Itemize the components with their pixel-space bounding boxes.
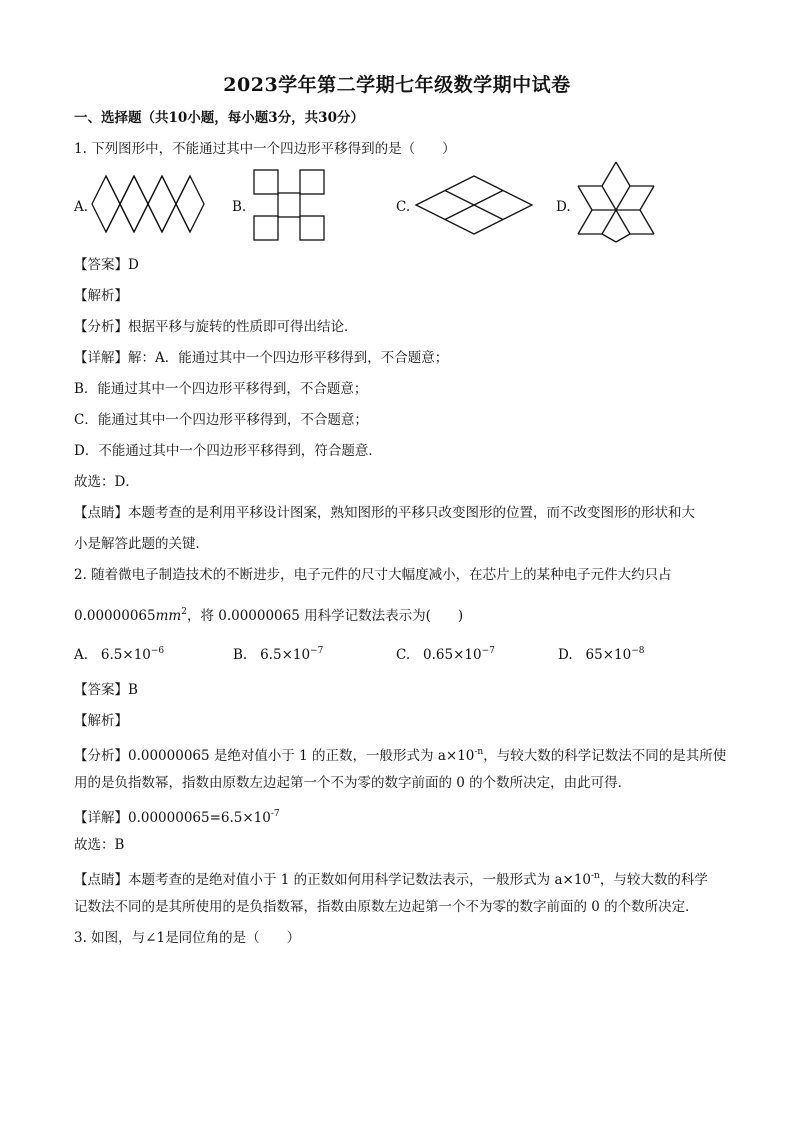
q1-dianjing-1: 【点睛】本题考查的是利用平移设计图案，熟知图形的平移只改变图形的位置，而不改变图形的形状和大: [74, 505, 695, 521]
q1-line-d: D．不能通过其中一个四边形平移得到，符合题意．: [74, 443, 382, 459]
q1-choose: 故选：D．: [74, 474, 139, 490]
q1-option-a-label: A.: [74, 199, 89, 215]
rhombus-shape: [176, 176, 204, 232]
q2-fenxi-1: 【分析】0.00000065 是绝对值小于 1 的正数，一般形式为 $a\times 10^{-n}$，与较大数的科学记数法不同的是其所使: [74, 747, 727, 764]
q1-xiangjie: 【详解】解：A．能通过其中一个四边形平移得到，不合题意；: [74, 350, 449, 366]
rhombus-shape: [148, 176, 176, 232]
q1-figure-d: [578, 160, 658, 244]
q1-option-b-label: B.: [232, 199, 247, 215]
q1-line-b: B．能通过其中一个四边形平移得到，不合题意；: [74, 381, 368, 397]
q2-dianjing-2: 记数法不同的是其所使用的是负指数幂，指数由原数左边起第一个不为零的数字前面的 0 的个数所决定．: [74, 899, 699, 915]
q1-option-c-label: C.: [396, 199, 411, 215]
q2-dianjing-1: 【点睛】本题考查的是绝对值小于 1 的正数如何用科学记数法表示，一般形式为 $a\times 10^{-n}$，与较大数的科学: [74, 871, 708, 888]
q1-figure-b: [254, 170, 326, 242]
q2-unit: mm: [155, 608, 182, 624]
q1-dianjing-2: 小是解答此题的关键．: [74, 536, 209, 552]
q2-choose: 故选：B: [74, 837, 125, 853]
section-heading: 一、选择题（共10小题，每小题3分，共30分）: [74, 110, 364, 126]
rhombus-shape: [92, 176, 120, 232]
q2-xiangjie: 【详解】$0.00000065=6.5\times 10^{-7}$: [74, 809, 280, 826]
q1-fenxi: 【分析】根据平移与旋转的性质即可得出结论．: [74, 319, 358, 335]
q3-stem: 3. 如图，与∠1是同位角的是（ ）: [74, 930, 301, 946]
q2-stem-rest: ，将 0.00000065 用科学记数法表示为( ): [186, 608, 464, 624]
q1-figure-c: [416, 176, 534, 238]
q2-option-b: B. $6.5\times 10^{-7}$: [233, 646, 324, 663]
q2-fenxi-2: 用的是负指数幂，指数由原数左边起第一个不为零的数字前面的 0 的个数所决定，由此可得．: [74, 775, 632, 791]
q1-answer: 【答案】D: [74, 257, 139, 273]
page-title: 2023学年第二学期七年级数学期中试卷: [223, 74, 571, 96]
q2-option-c: C. $0.65\times 10^{-7}$: [396, 646, 495, 663]
q2-unit-exp: 2: [181, 607, 187, 617]
q1-figure-a: [92, 176, 212, 232]
q1-stem: 1. 下列图形中，不能通过其中一个四边形平移得到的是（ ）: [74, 141, 456, 157]
q2-stem-2: [74, 602, 463, 626]
rhombus-shape: [120, 176, 148, 232]
q1-line-c: C．能通过其中一个四边形平移得到，不合题意；: [74, 412, 368, 428]
q2-option-d: D. $65\times 10^{-8}$: [558, 646, 645, 663]
q2-analysis-tag: 【解析】: [74, 713, 128, 729]
q2-answer: 【答案】B: [74, 682, 138, 698]
q2-stem-1: 2. 随着微电子制造技术的不断进步，电子元件的尺寸大幅度减小，在芯片上的某种电子元件大约只占: [74, 567, 672, 583]
q2-number: 0.00000065: [74, 608, 156, 624]
q1-option-d-label: D.: [556, 199, 571, 215]
q2-option-a: A. $6.5\times 10^{-6}$: [74, 646, 165, 663]
q1-analysis-tag: 【解析】: [74, 288, 128, 304]
